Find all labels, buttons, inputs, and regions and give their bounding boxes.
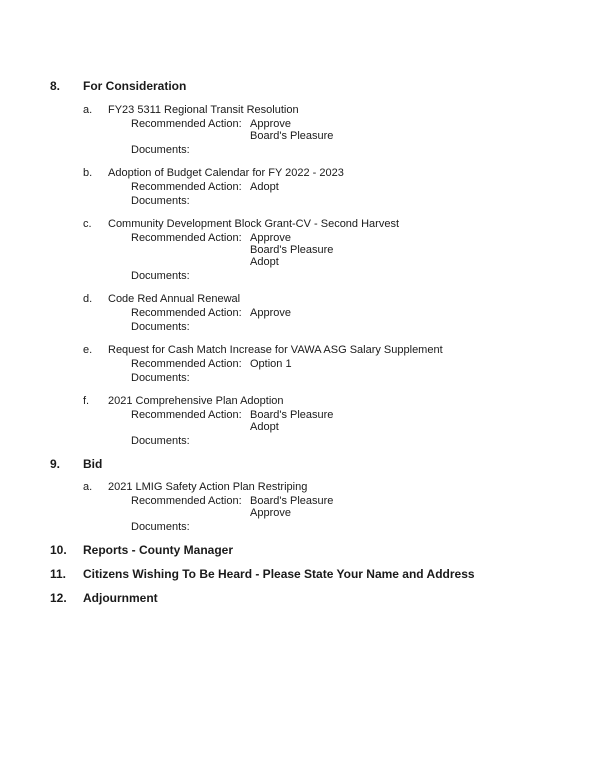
- recommended-action: [0, 409, 600, 433]
- section-title: Adjournment: [83, 591, 158, 605]
- documents-label: Documents:: [131, 194, 190, 207]
- item-title: FY23 5311 Regional Transit Resolution: [108, 103, 299, 116]
- recommended-action-values: [250, 307, 600, 319]
- recommended-action-values: [250, 358, 600, 370]
- section-heading: [0, 543, 600, 557]
- section-number: 11.: [50, 567, 67, 581]
- agenda-item: [0, 480, 600, 533]
- recommended-action-value: Adopt: [250, 420, 279, 433]
- item-letter: c.: [83, 217, 92, 230]
- recommended-action-value: Option 1: [250, 357, 292, 370]
- recommended-action-values: [250, 181, 600, 193]
- item-title-row: [0, 217, 600, 232]
- documents-label: Documents:: [131, 371, 190, 384]
- recommended-action: [0, 307, 600, 319]
- section-number: 12.: [50, 591, 67, 605]
- item-letter: d.: [83, 292, 93, 305]
- item-title-row: [0, 103, 600, 118]
- recommended-action-label: Recommended Action:: [131, 495, 242, 507]
- recommended-action: [0, 118, 600, 142]
- documents-label: Documents:: [131, 269, 190, 282]
- recommended-action-value: Board's Pleasure: [250, 495, 334, 507]
- section-title: Bid: [83, 456, 103, 471]
- recommended-action-values: [250, 409, 600, 433]
- recommended-action-value: Adopt: [250, 255, 279, 268]
- item-letter: b.: [83, 166, 93, 179]
- item-title: Code Red Annual Renewal: [108, 292, 241, 305]
- section-title: Reports - County Manager: [83, 543, 234, 557]
- agenda-item: [0, 343, 600, 384]
- item-title-row: [0, 480, 600, 495]
- item-letter: e.: [83, 343, 93, 356]
- section-items: [0, 103, 600, 447]
- section-heading: [0, 457, 600, 471]
- recommended-action-value: Approve: [250, 117, 291, 130]
- recommended-action-values: [250, 232, 600, 268]
- item-title-row: [0, 292, 600, 307]
- item-title-row: [0, 394, 600, 409]
- recommended-action: [0, 495, 600, 519]
- section-title: For Consideration: [83, 79, 187, 93]
- recommended-action-label: Recommended Action:: [131, 306, 242, 319]
- recommended-action-label: Recommended Action:: [131, 408, 242, 421]
- section-number: 8.: [50, 79, 61, 93]
- recommended-action-value: Approve: [250, 507, 291, 519]
- agenda-item: [0, 292, 600, 333]
- item-title-row: [0, 343, 600, 358]
- recommended-action-label: Recommended Action:: [131, 231, 242, 244]
- agenda-item: [0, 103, 600, 156]
- section-heading: [0, 79, 600, 93]
- section-heading: [0, 567, 600, 581]
- recommended-action-values: [250, 495, 600, 519]
- recommended-action-label: Recommended Action:: [131, 117, 242, 130]
- recommended-action-label: Recommended Action:: [131, 357, 242, 370]
- section-number: 10.: [50, 543, 67, 557]
- recommended-action-value: Board's Pleasure: [250, 243, 334, 256]
- recommended-action: [0, 232, 600, 268]
- item-title-row: [0, 166, 600, 181]
- item-letter: a.: [83, 481, 93, 493]
- section-items: [0, 480, 600, 533]
- documents-label: Documents:: [131, 143, 190, 156]
- item-title: 2021 Comprehensive Plan Adoption: [108, 394, 284, 407]
- section-title: Citizens Wishing To Be Heard - Please State Your Name and Address: [83, 567, 475, 581]
- documents-label: Documents:: [131, 320, 190, 333]
- item-title: Adoption of Budget Calendar for FY 2022 - 2023: [108, 166, 344, 179]
- documents-label: Documents:: [131, 521, 190, 533]
- item-title: Request for Cash Match Increase for VAWA ASG Salary Supplement: [108, 343, 443, 356]
- recommended-action: [0, 358, 600, 370]
- recommended-action: [0, 181, 600, 193]
- item-title: Community Development Block Grant-CV - Second Harvest: [108, 217, 399, 230]
- item-letter: a.: [83, 103, 93, 116]
- agenda-item: [0, 394, 600, 447]
- agenda-item: [0, 166, 600, 207]
- recommended-action-label: Recommended Action:: [131, 180, 242, 193]
- documents-label: Documents:: [131, 434, 190, 447]
- recommended-action-value: Adopt: [250, 180, 279, 193]
- section-heading: [0, 591, 600, 605]
- item-letter: f.: [83, 394, 90, 407]
- recommended-action-values: [250, 118, 600, 142]
- recommended-action-value: Approve: [250, 306, 291, 319]
- recommended-action-value: Board's Pleasure: [250, 408, 334, 421]
- agenda-item: [0, 217, 600, 282]
- agenda-document: [0, 79, 600, 615]
- recommended-action-value: Board's Pleasure: [250, 129, 334, 142]
- recommended-action-value: Approve: [250, 231, 291, 244]
- item-title: 2021 LMIG Safety Action Plan Restriping: [108, 481, 308, 493]
- section-number: 9.: [50, 456, 61, 471]
